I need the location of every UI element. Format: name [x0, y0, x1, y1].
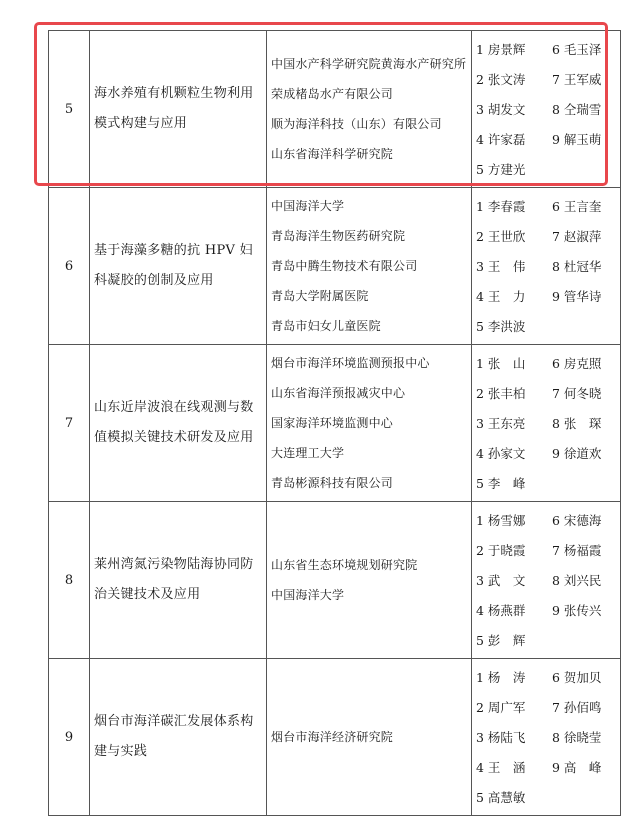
- person-name: 1 张 山: [476, 356, 526, 371]
- people-list: [476, 348, 616, 498]
- people-list: [476, 662, 616, 812]
- person-name: 8 张 琛: [552, 416, 602, 431]
- person-name: 5 彭 辉: [476, 633, 526, 648]
- project-title: 基于海藻多糖的抗 HPV 妇科凝胶的创制及应用: [90, 188, 267, 345]
- unit-name: 山东省生态环境规划研究院: [271, 558, 418, 572]
- project-title: 莱州湾氮污染物陆海协同防治关键技术及应用: [90, 502, 267, 659]
- unit-name: 大连理工大学: [271, 446, 345, 460]
- project-title: 山东近岸波浪在线观测与数值模拟关键技术研发及应用: [90, 345, 267, 502]
- person-name: 8 刘兴民: [552, 573, 602, 588]
- person-name: 9 徐道欢: [552, 446, 602, 461]
- unit-name: 烟台市海洋环境监测预报中心: [271, 356, 430, 370]
- table-row: [49, 31, 621, 188]
- person-name: 6 王言奎: [552, 199, 602, 214]
- person-name: 2 周广军: [476, 700, 526, 715]
- people-list: [476, 191, 616, 341]
- person-name: 6 贺加贝: [552, 670, 602, 685]
- person-name: 7 王军威: [552, 72, 602, 87]
- person-name: 8 徐晓莹: [552, 730, 602, 745]
- row-number: 7: [49, 345, 90, 502]
- person-name: 8 仝瑞雪: [552, 102, 602, 117]
- people-cell: [472, 502, 621, 659]
- person-name: 8 杜冠华: [552, 259, 602, 274]
- people-cell: [472, 188, 621, 345]
- people-cell: [472, 659, 621, 816]
- person-name: 1 房景辉: [476, 42, 526, 57]
- people-cell: [472, 31, 621, 188]
- person-name: 2 于晓霞: [476, 543, 526, 558]
- person-name: 2 王世欣: [476, 229, 526, 244]
- person-name: 3 王东亮: [476, 416, 526, 431]
- project-title: 海水养殖有机颗粒生物利用模式构建与应用: [90, 31, 267, 188]
- unit-name: 青岛海洋生物医药研究院: [271, 229, 406, 243]
- person-name: 3 武 文: [476, 573, 526, 588]
- unit-name: 山东省海洋预报减灾中心: [271, 386, 406, 400]
- unit-name: 顺为海洋科技（山东）有限公司: [271, 117, 442, 131]
- unit-name: 中国海洋大学: [271, 199, 345, 213]
- person-name: 4 王 涵: [476, 760, 526, 775]
- person-name: 6 房克照: [552, 356, 602, 371]
- unit-name: 青岛中腾生物技术有限公司: [271, 259, 418, 273]
- person-name: 9 解玉萌: [552, 132, 602, 147]
- table-row: [49, 188, 621, 345]
- person-name: 7 何冬晓: [552, 386, 602, 401]
- units-cell: [267, 31, 472, 188]
- unit-name: 青岛彬源科技有限公司: [271, 476, 394, 490]
- units-cell: [267, 188, 472, 345]
- people-cell: [472, 345, 621, 502]
- person-name: 2 张文涛: [476, 72, 526, 87]
- person-name: 7 孙佰鸣: [552, 700, 602, 715]
- unit-name: 荣成楮岛水产有限公司: [271, 87, 394, 101]
- person-name: 5 高慧敏: [476, 790, 526, 805]
- person-name: 5 李洪波: [476, 319, 526, 334]
- person-name: 4 许家磊: [476, 132, 526, 147]
- person-name: 9 管华诗: [552, 289, 602, 304]
- unit-name: 山东省海洋科学研究院: [271, 147, 394, 161]
- person-name: 1 杨雪娜: [476, 513, 526, 528]
- row-number: 5: [49, 31, 90, 188]
- people-list: [476, 505, 616, 655]
- table-row: [49, 345, 621, 502]
- table-row: [49, 502, 621, 659]
- person-name: 1 李春霞: [476, 199, 526, 214]
- unit-name: 国家海洋环境监测中心: [271, 416, 394, 430]
- units-cell: [267, 345, 472, 502]
- unit-name: 中国海洋大学: [271, 588, 345, 602]
- unit-name: 青岛大学附属医院: [271, 289, 369, 303]
- row-number: 6: [49, 188, 90, 345]
- person-name: 6 毛玉泽: [552, 42, 602, 57]
- award-table: [48, 30, 621, 816]
- units-cell: [267, 659, 472, 816]
- person-name: 3 胡发文: [476, 102, 526, 117]
- person-name: 4 孙家文: [476, 446, 526, 461]
- person-name: 6 宋德海: [552, 513, 602, 528]
- unit-name: 青岛市妇女儿童医院: [271, 319, 381, 333]
- person-name: 5 方建光: [476, 162, 526, 177]
- person-name: 5 李 峰: [476, 476, 526, 491]
- person-name: 4 王 力: [476, 289, 526, 304]
- unit-name: 中国水产科学研究院黄海水产研究所: [271, 57, 467, 71]
- project-title: 烟台市海洋碳汇发展体系构建与实践: [90, 659, 267, 816]
- unit-name: 烟台市海洋经济研究院: [271, 730, 394, 744]
- person-name: 1 杨 涛: [476, 670, 526, 685]
- person-name: 9 张传兴: [552, 603, 602, 618]
- row-number: 9: [49, 659, 90, 816]
- person-name: 4 杨燕群: [476, 603, 526, 618]
- table-row: [49, 659, 621, 816]
- person-name: 3 王 伟: [476, 259, 526, 274]
- units-cell: [267, 502, 472, 659]
- person-name: 9 高 峰: [552, 760, 602, 775]
- person-name: 3 杨陆飞: [476, 730, 526, 745]
- person-name: 2 张丰柏: [476, 386, 526, 401]
- people-list: [476, 34, 616, 184]
- row-number: 8: [49, 502, 90, 659]
- person-name: 7 杨福霞: [552, 543, 602, 558]
- person-name: 7 赵淑萍: [552, 229, 602, 244]
